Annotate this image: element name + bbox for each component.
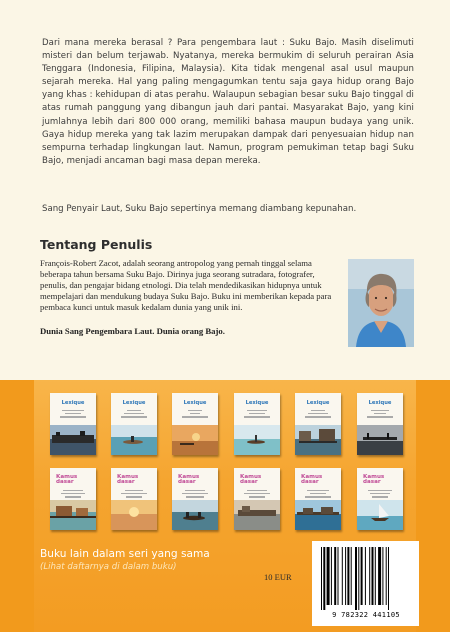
blurb-paragraph: Dari mana mereka berasal ? Para pengembara laut : Suku Bajo. Masih diselimuti misteri dan belum terjawab. Nyatanya, mereka bermukim di seluruh perairan Asia Tenggara (Indonesia, Filipina, Malaysia). Kita tidak mengenal asal usul maupun sejarah mereka. Hal yang paling mengagumkan tentu saja gaya hidup orang Bajo yang khas : kehidupan di atas perahu. Walaupun sebagian besar suku Bajo tinggal di atas rumah panggung yang dibangun jauh dari pantai. Masyarakat Bajo, yang kini jumlahnya lebih dari 800 000 orang, memiliki bahasa maupun budaya yang unik. Gaya hidup mereka yang tak lazim merupakan dampak dari penyesuaian hidup nan sempurna terhadap lingkungan laut. Namun, program pemukiman tetap bagi Suku Bajo, menjadi ancaman bagi masa depan mereka. <box>42 38 414 166</box>
barcode-bars <box>321 547 413 610</box>
barcode-bar <box>375 547 376 605</box>
series-book-cover <box>357 468 403 530</box>
author-tagline: Dunia Sang Pengembara Laut. Dunia orang Bajo. <box>40 326 225 336</box>
barcode-bar <box>369 547 370 605</box>
barcode-bar <box>361 547 363 605</box>
barcode-bar <box>358 547 359 610</box>
book-title: Lexique <box>368 400 392 406</box>
series-book-cover <box>111 468 157 530</box>
series-book-cover <box>357 393 403 455</box>
book-title: Kamus dasar <box>117 474 139 486</box>
author-heading: Tentang Penulis <box>40 237 153 252</box>
series-book-cover <box>295 393 341 455</box>
barcode-bar <box>334 547 336 605</box>
barcode-bar <box>345 547 346 605</box>
author-bio: François-Robert Zacot, adalah seorang antropolog yang pernah tinggal selama beberapa tahun bersama Suku Bajo. Dirinya juga seorang sutradara, fotografer, penulis, dan pengajar bidang etnologi. Dia telah mendedikasikan hidupnya untuk mempelajari dan mendukung budaya Suku Bajo. Buku ini memberikan kepada para pembaca kunci untuk masuk kedalam dunia yang unik ini. <box>40 258 332 312</box>
series-book-cover <box>234 468 280 530</box>
barcode-bar <box>323 547 325 610</box>
barcode-bar <box>338 547 339 605</box>
barcode-bar <box>347 547 349 605</box>
book-title: Kamus dasar <box>240 474 262 486</box>
series-title: Buku lain dalam seri yang sama <box>40 548 210 560</box>
series-book-cover <box>50 393 96 455</box>
series-book-cover <box>295 468 341 530</box>
isbn-barcode <box>312 541 419 626</box>
barcode-bar <box>382 547 383 605</box>
author-portrait <box>348 259 414 347</box>
series-book-cover <box>172 393 218 455</box>
barcode-bar <box>342 547 343 605</box>
book-title: Kamus dasar <box>178 474 200 486</box>
book-title: Lexique <box>122 400 146 406</box>
series-book-cover <box>172 468 218 530</box>
barcode-bar <box>378 547 381 605</box>
barcode-bar <box>327 547 330 605</box>
series-book-cover <box>234 393 280 455</box>
book-title: Lexique <box>183 400 207 406</box>
barcode-bar <box>331 547 332 605</box>
book-title: Lexique <box>245 400 269 406</box>
book-title: Lexique <box>61 400 85 406</box>
book-title: Lexique <box>306 400 330 406</box>
barcode-bar <box>321 547 322 610</box>
blurb-tagline: Sang Penyair Laut, Suku Bajo sepertinya memang diambang kepunahan. <box>42 204 357 214</box>
book-title: Kamus dasar <box>301 474 323 486</box>
barcode-bar <box>351 547 352 605</box>
book-title: Kamus dasar <box>363 474 385 486</box>
barcode-bar <box>365 547 366 605</box>
barcode-bar <box>388 547 389 610</box>
book-title: Kamus dasar <box>56 474 78 486</box>
series-book-cover <box>111 393 157 455</box>
series-note: (Lihat daftarnya di dalam buku) <box>40 562 177 572</box>
price-label: 10 EUR <box>264 572 292 582</box>
series-book-cover <box>50 468 96 530</box>
barcode-bar <box>355 547 357 610</box>
barcode-bar <box>372 547 374 605</box>
isbn-number: 9 782322 441105 <box>332 611 400 619</box>
barcode-bar <box>386 547 387 605</box>
